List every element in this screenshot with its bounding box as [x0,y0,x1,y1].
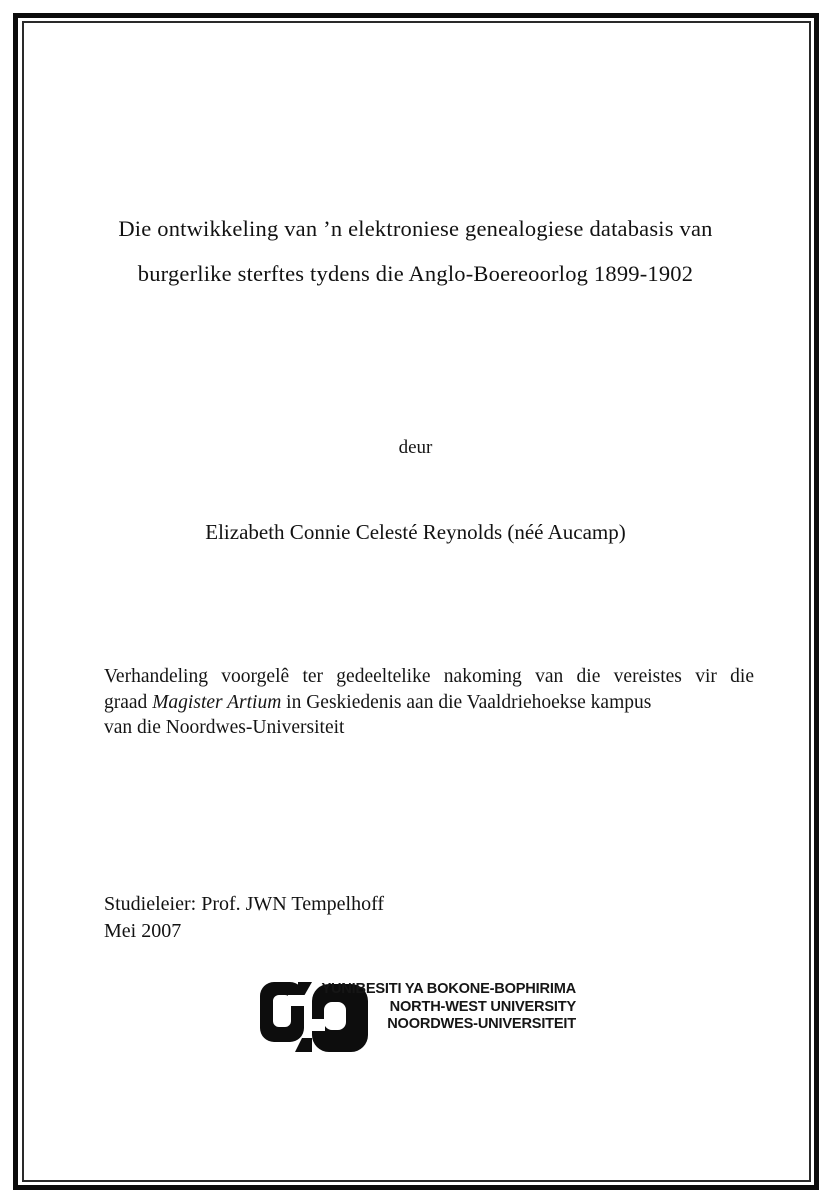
thesis-title-line2: burgerlike sterftes tydens die Anglo-Boereoorlog 1899-1902 [137,261,694,286]
degree-statement-line2 [104,690,754,716]
byline-label: deur [398,437,433,458]
thesis-title-line1: Die ontwikkeling van ’n elektroniese genealogiese databasis van [118,216,713,241]
supervisor-block [104,891,384,945]
degree-statement-line2-pre: graad [104,691,153,713]
degree-statement-line3: van die Noordwes-Universiteit [104,717,345,738]
degree-name-italic: Magister Artium [152,691,282,713]
university-name-afrikaans: NOORDWES-UNIVERSITEIT [387,1016,576,1033]
thesis-title [60,206,771,296]
university-names [321,981,576,1034]
university-logo [258,977,576,1055]
supervisor-line: Studieleier: Prof. JWN Tempelhoff [104,893,385,915]
degree-statement-line1: Verhandeling voorgelê ter gedeeltelike nakoming van die vereistes vir die [104,666,754,687]
date-line: Mei 2007 [104,920,182,942]
author-name: Elizabeth Connie Celesté Reynolds (néé Aucamp) [205,520,626,544]
degree-statement-line2-post: in Geskiedenis aan die Vaaldriehoekse kampus [281,691,652,713]
degree-statement [104,664,754,741]
university-name-setswana: YUNIBESITI YA BOKONE-BOPHIRIMA [321,981,576,997]
university-name-english: NORTH-WEST UNIVERSITY [389,998,576,1015]
